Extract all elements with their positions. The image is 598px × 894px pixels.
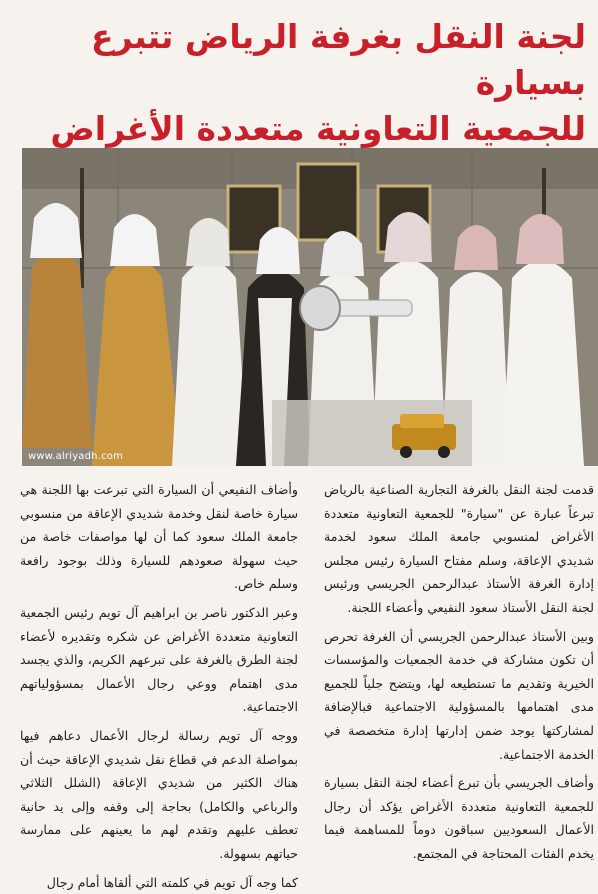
paragraph: وعبر الدكتور ناصر بن ابراهيم آل تويم رئيس الجمعية التعاونية متعددة الأغراض عن شكره وتقديره لأعضاء لجنة الطرق بالغرفة على تبرعهم الكريم، والذي يجسد مدى اهتمام ووعي رجال الأعمال بمسؤولياتهم الاجتماعية. (20, 601, 298, 719)
paragraph: كما وجه آل تويم في كلمته التي ألقاها أمام رجال (20, 871, 298, 894)
paragraph: وأضاف النفيعي أن السيارة التي تبرعت بها اللجنة هي سيارة خاصة لنقل وخدمة شديدي الإعاقة من منسوبي جامعة الملك سعود كما أن لها مواصفات خاصة من حيث سهولة صعودهم للسيارة وذلك بوجود رافعة وسلم خاص. (20, 478, 298, 596)
article-column-right (324, 478, 594, 876)
headline-line-2: للجمعية التعاونية متعددة الأغراض (10, 106, 586, 152)
paragraph: ووجه آل تويم رسالة لرجال الأعمال دعاهم فيها بمواصلة الدعم في قطاع نقل شديدي الإعاقة حيث أن هناك الكثير من شديدي الإعاقة (الشلل الثلاثي والرباعي والكامل) بحاجة إلى وقفه وإلى يد حانية تعطف عليهم وتقدم لهم ما يعينهم على ممارسة حياتهم بسهولة. (20, 724, 298, 866)
article-photo (22, 148, 598, 466)
group-photo-illustration (22, 148, 598, 466)
article-column-left (20, 478, 298, 876)
headline-line-1: لجنة النقل بغرفة الرياض تتبرع بسيارة (10, 14, 586, 106)
article-headline (10, 14, 586, 152)
paragraph: وأضاف الجريسي بأن تبرع أعضاء لجنة النقل بسيارة للجمعية التعاونية متعددة الأغراض يؤكد أن رجال الأعمال السعوديين سباقون دوماً للمساهمة فيما يخدم الفئات المحتاجة في المجتمع. (324, 771, 594, 865)
paragraph: قدمت لجنة النقل بالغرفة التجارية الصناعية بالرياض تبرعاً عبارة عن "سيارة" للجمعية التعاونية متعددة الأغراض لمنسوبي جامعة الملك سعود لخدمة شديدي الإعاقة، وسلم مفتاح السيارة رئيس مجلس إدارة الغرفة الأستاذ عبدالرحمن الجريسي ورئيس لجنة النقل الأستاذ سعود النفيعي وأعضاء اللجنة. (324, 478, 594, 620)
paragraph: وبين الأستاذ عبدالرحمن الجريسي أن الغرفة تحرص أن تكون مشاركة في خدمة الجمعيات والمؤسسات الخيرية وتقديم ما تستطيعه لها، ويتضح جلياً للجميع مدى اهتمامها بالمسؤولية الاجتماعية فبالإضافة لمشاركتها يوجد ضمن إدارتها إدارة متخصصة في الخدمة الاجتماعية. (324, 625, 594, 767)
photo-credit: www.alriyadh.com (28, 451, 123, 462)
